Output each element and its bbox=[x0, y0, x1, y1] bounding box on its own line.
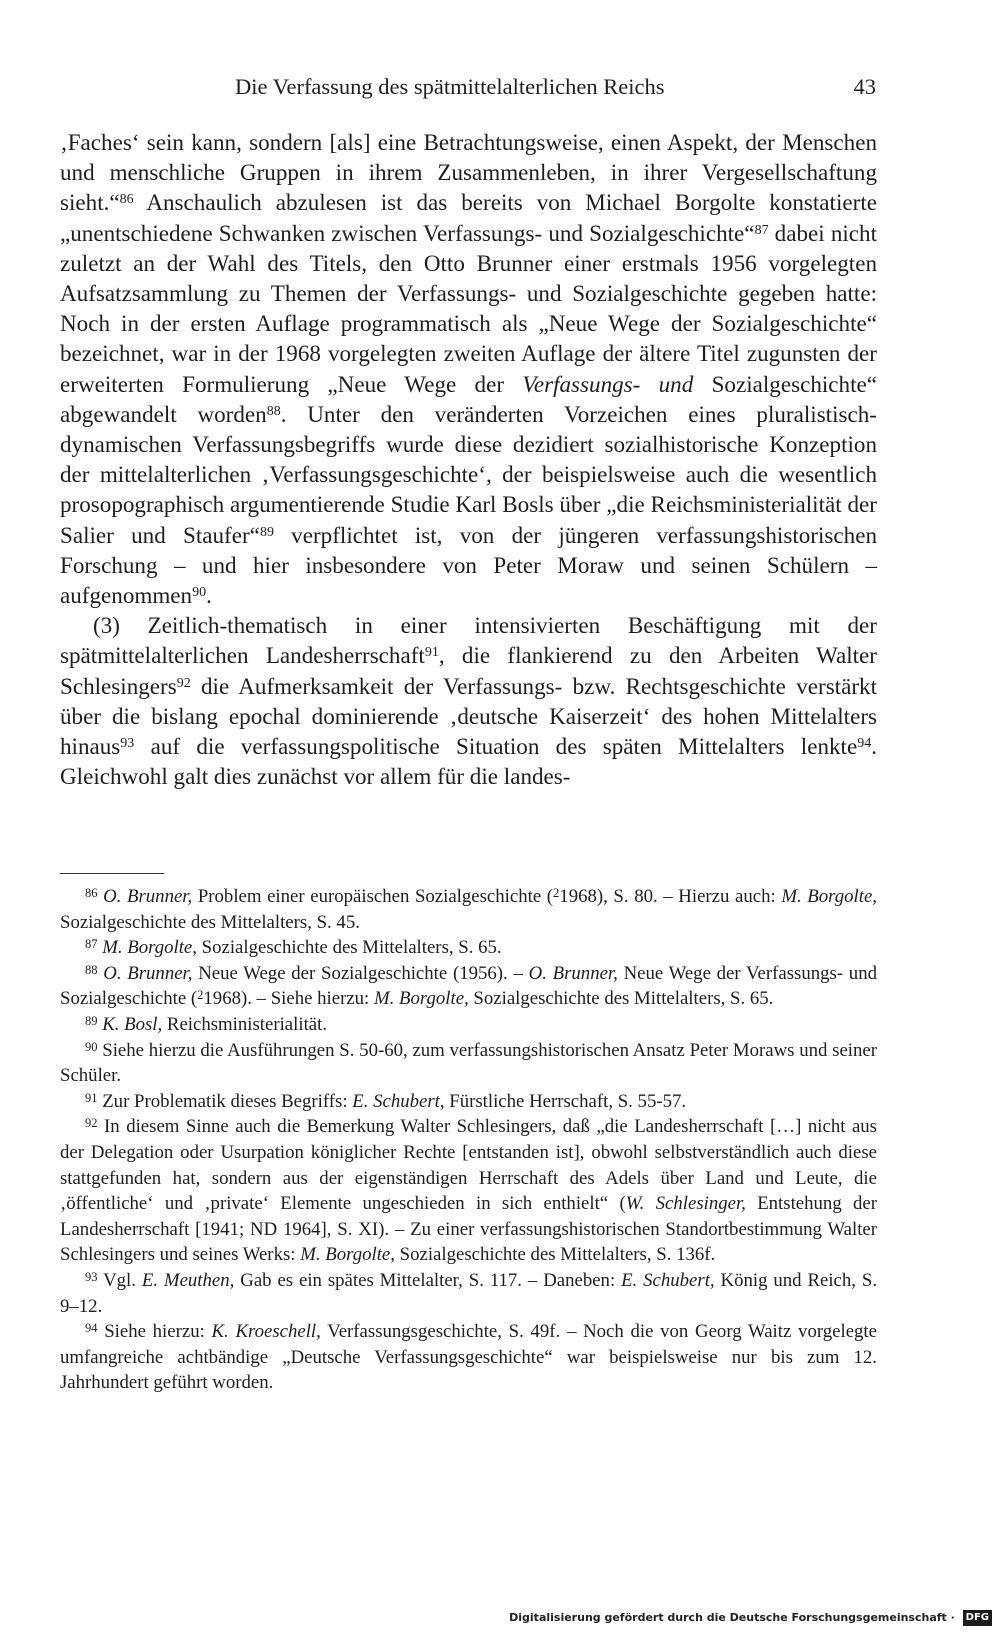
footnote-number: 91 bbox=[85, 1090, 98, 1105]
footnote: $^{92}$ In diesem Sinne auch die Bemerkung Walter Schlesingers, daß „die Landesherrschaft […] nicht aus der Delegation oder Usurpation königlicher Rechte [entstanden ist], obwohl selbstverständlich auch diese stattgefunden hat, sondern aus der eigenständigen Herrschaft des Adels über Land und Leute, die ‚öffentliche‘ und ‚private‘ Elemente ungeschieden in sich enthielt“ (W. Schlesinger, Entstehung der Landesherrschaft [1941; ND 1964], S. XI). – Zu einer verfassungshistorischen Standortbestimmung Walter Schlesingers und seines Werks: M. Borgolte, Sozialgeschichte des Mittelalters, S. 136f. bbox=[60, 1116, 877, 1266]
footnote-ref[interactable]: 91 bbox=[424, 645, 439, 661]
footnote-number: 89 bbox=[85, 1013, 98, 1028]
body-text bbox=[60, 127, 877, 791]
digitization-credit bbox=[509, 1607, 992, 1629]
page-number: 43 bbox=[853, 74, 876, 99]
footnotes bbox=[60, 884, 877, 1396]
footnote-ref[interactable]: 86 bbox=[119, 192, 134, 208]
footnote-separator bbox=[60, 873, 164, 874]
footnote: $^{91}$ Zur Problematik dieses Begriffs: E. Schubert, Fürstliche Herrschaft, S. 55-57. bbox=[85, 1090, 687, 1112]
footnote: $^{94}$ Siehe hierzu: K. Kroeschell, Verfassungsgeschichte, S. 49f. – Noch die von Georg Waitz vorgelegte umfangreiche achtbändige „Deutsche Verfassungsgeschichte“ war beispielsweise nur bis zum 12. Jahrhundert geführt worden. bbox=[60, 1321, 877, 1394]
footnote-ref[interactable]: 87 bbox=[754, 222, 769, 238]
paragraph: ‚Faches‘ sein kann, sondern [als] eine Betrachtungsweise, einen Aspekt, der Menschen und menschliche Gruppen in ihrem Zusammenleben, in ihrer Vergesellschaftung sieht.“$^{86}$ Anschaulich abzulesen ist das bereits von Michael Borgolte konstatierte „unentschiedene Schwanken zwischen Verfassungs- und Sozialgeschichte“$^{87}$ dabei nicht zuletzt an der Wahl des Titels, den Otto Brunner einer erstmals 1956 vorgelegten Aufsatzsammlung zu Themen der Verfassungs- und Sozialgeschichte gegeben hatte: Noch in der ersten Auflage programmatisch als „Neue Wege der Sozialgeschichte“ bezeichnet, war in der 1968 vorgelegten zweiten Auflage der ältere Titel zugunsten der erweiterten Formulierung „Neue Wege der Verfassungs- und Sozialgeschichte“ abgewandelt worden$^{88}$. Unter den veränderten Vorzeichen eines pluralistisch-dynamischen Verfassungsbegriffs wurde diese dezidiert sozialhistorische Konzeption der mittelalterlichen ‚Verfassungsgeschichte‘, der beispielsweise auch die wesentlich prosopographisch argumentierende Studie Karl Bosls über „die Reichsministerialität der Salier und Staufer“$^{89}$ verpflichtet ist, von der jüngeren verfassungshistorischen Forschung – und hier insbesondere von Peter Moraw und seinen Schülern – aufgenommen$^{90}$. bbox=[60, 129, 877, 609]
footnote-ref[interactable]: 89 bbox=[259, 524, 274, 540]
credit-text: Digitalisierung gefördert durch die Deutsche Forschungsgemeinschaft · bbox=[509, 1611, 955, 1624]
footnote-number: 87 bbox=[85, 937, 98, 952]
footnote-ref[interactable]: 88 bbox=[266, 403, 281, 419]
footnote: $^{93}$ Vgl. E. Meuthen, Gab es ein spätes Mittelalter, S. 117. – Daneben: E. Schubert, König und Reich, S. 9–12. bbox=[60, 1269, 878, 1317]
footnote-number: 90 bbox=[85, 1039, 98, 1054]
footnote-number: 93 bbox=[85, 1269, 98, 1284]
footnote-ref[interactable]: 92 bbox=[176, 675, 191, 691]
footnote: $^{89}$ K. Bosl, Reichsministerialität. bbox=[85, 1013, 328, 1035]
footnote: $^{88}$ O. Brunner, Neue Wege der Sozialgeschichte (1956). – O. Brunner, Neue Wege der Verfassungs- und Sozialgeschichte ($^2$1968). – Siehe hierzu: M. Borgolte, Sozialgeschichte des Mittelalters, S. 65. bbox=[60, 962, 877, 1010]
footnote: $^{87}$ M. Borgolte, Sozialgeschichte des Mittelalters, S. 65. bbox=[85, 937, 502, 959]
running-head bbox=[60, 70, 876, 104]
footnote-ref[interactable]: 90 bbox=[192, 585, 207, 601]
footnote: $^{90}$ Siehe hierzu die Ausführungen S. 50-60, zum verfassungshistorischen Ansatz Peter Moraws und seiner Schüler. bbox=[60, 1039, 877, 1087]
paragraph: (3) Zeitlich-thematisch in einer intensivierten Beschäftigung mit der spätmittelalterlichen Landesherrschaft$^{91}$, die flankierend zu den Arbeiten Walter Schlesingers$^{92}$ die Aufmerksamkeit der Verfassungs- bzw. Rechtsgeschichte verstärkt über die bislang epochal dominierende ‚deutsche Kaiserzeit‘ des hohen Mittelalters hinaus$^{93}$ auf die verfassungspolitische Situation des späten Mittelalters lenkte$^{94}$. Gleichwohl galt dies zunächst vor allem für die landes- bbox=[60, 612, 877, 790]
footnote: $^{86}$ O. Brunner, Problem einer europäischen Sozialgeschichte ($^2$1968), S. 80. – Hierzu auch: M. Borgolte, Sozialgeschichte des Mittelalters, S. 45. bbox=[60, 886, 877, 933]
footnote-number: 92 bbox=[85, 1116, 98, 1131]
footnote-number: 94 bbox=[85, 1321, 98, 1336]
footnote-number: 86 bbox=[85, 886, 98, 900]
footnote-ref[interactable]: 93 bbox=[120, 736, 135, 752]
dfg-logo-icon: DFG bbox=[963, 1610, 992, 1626]
running-title: Die Verfassung des spätmittelalterlichen Reichs bbox=[235, 74, 665, 99]
footnote-number: 88 bbox=[85, 962, 98, 977]
footnote-ref[interactable]: 94 bbox=[857, 736, 872, 752]
